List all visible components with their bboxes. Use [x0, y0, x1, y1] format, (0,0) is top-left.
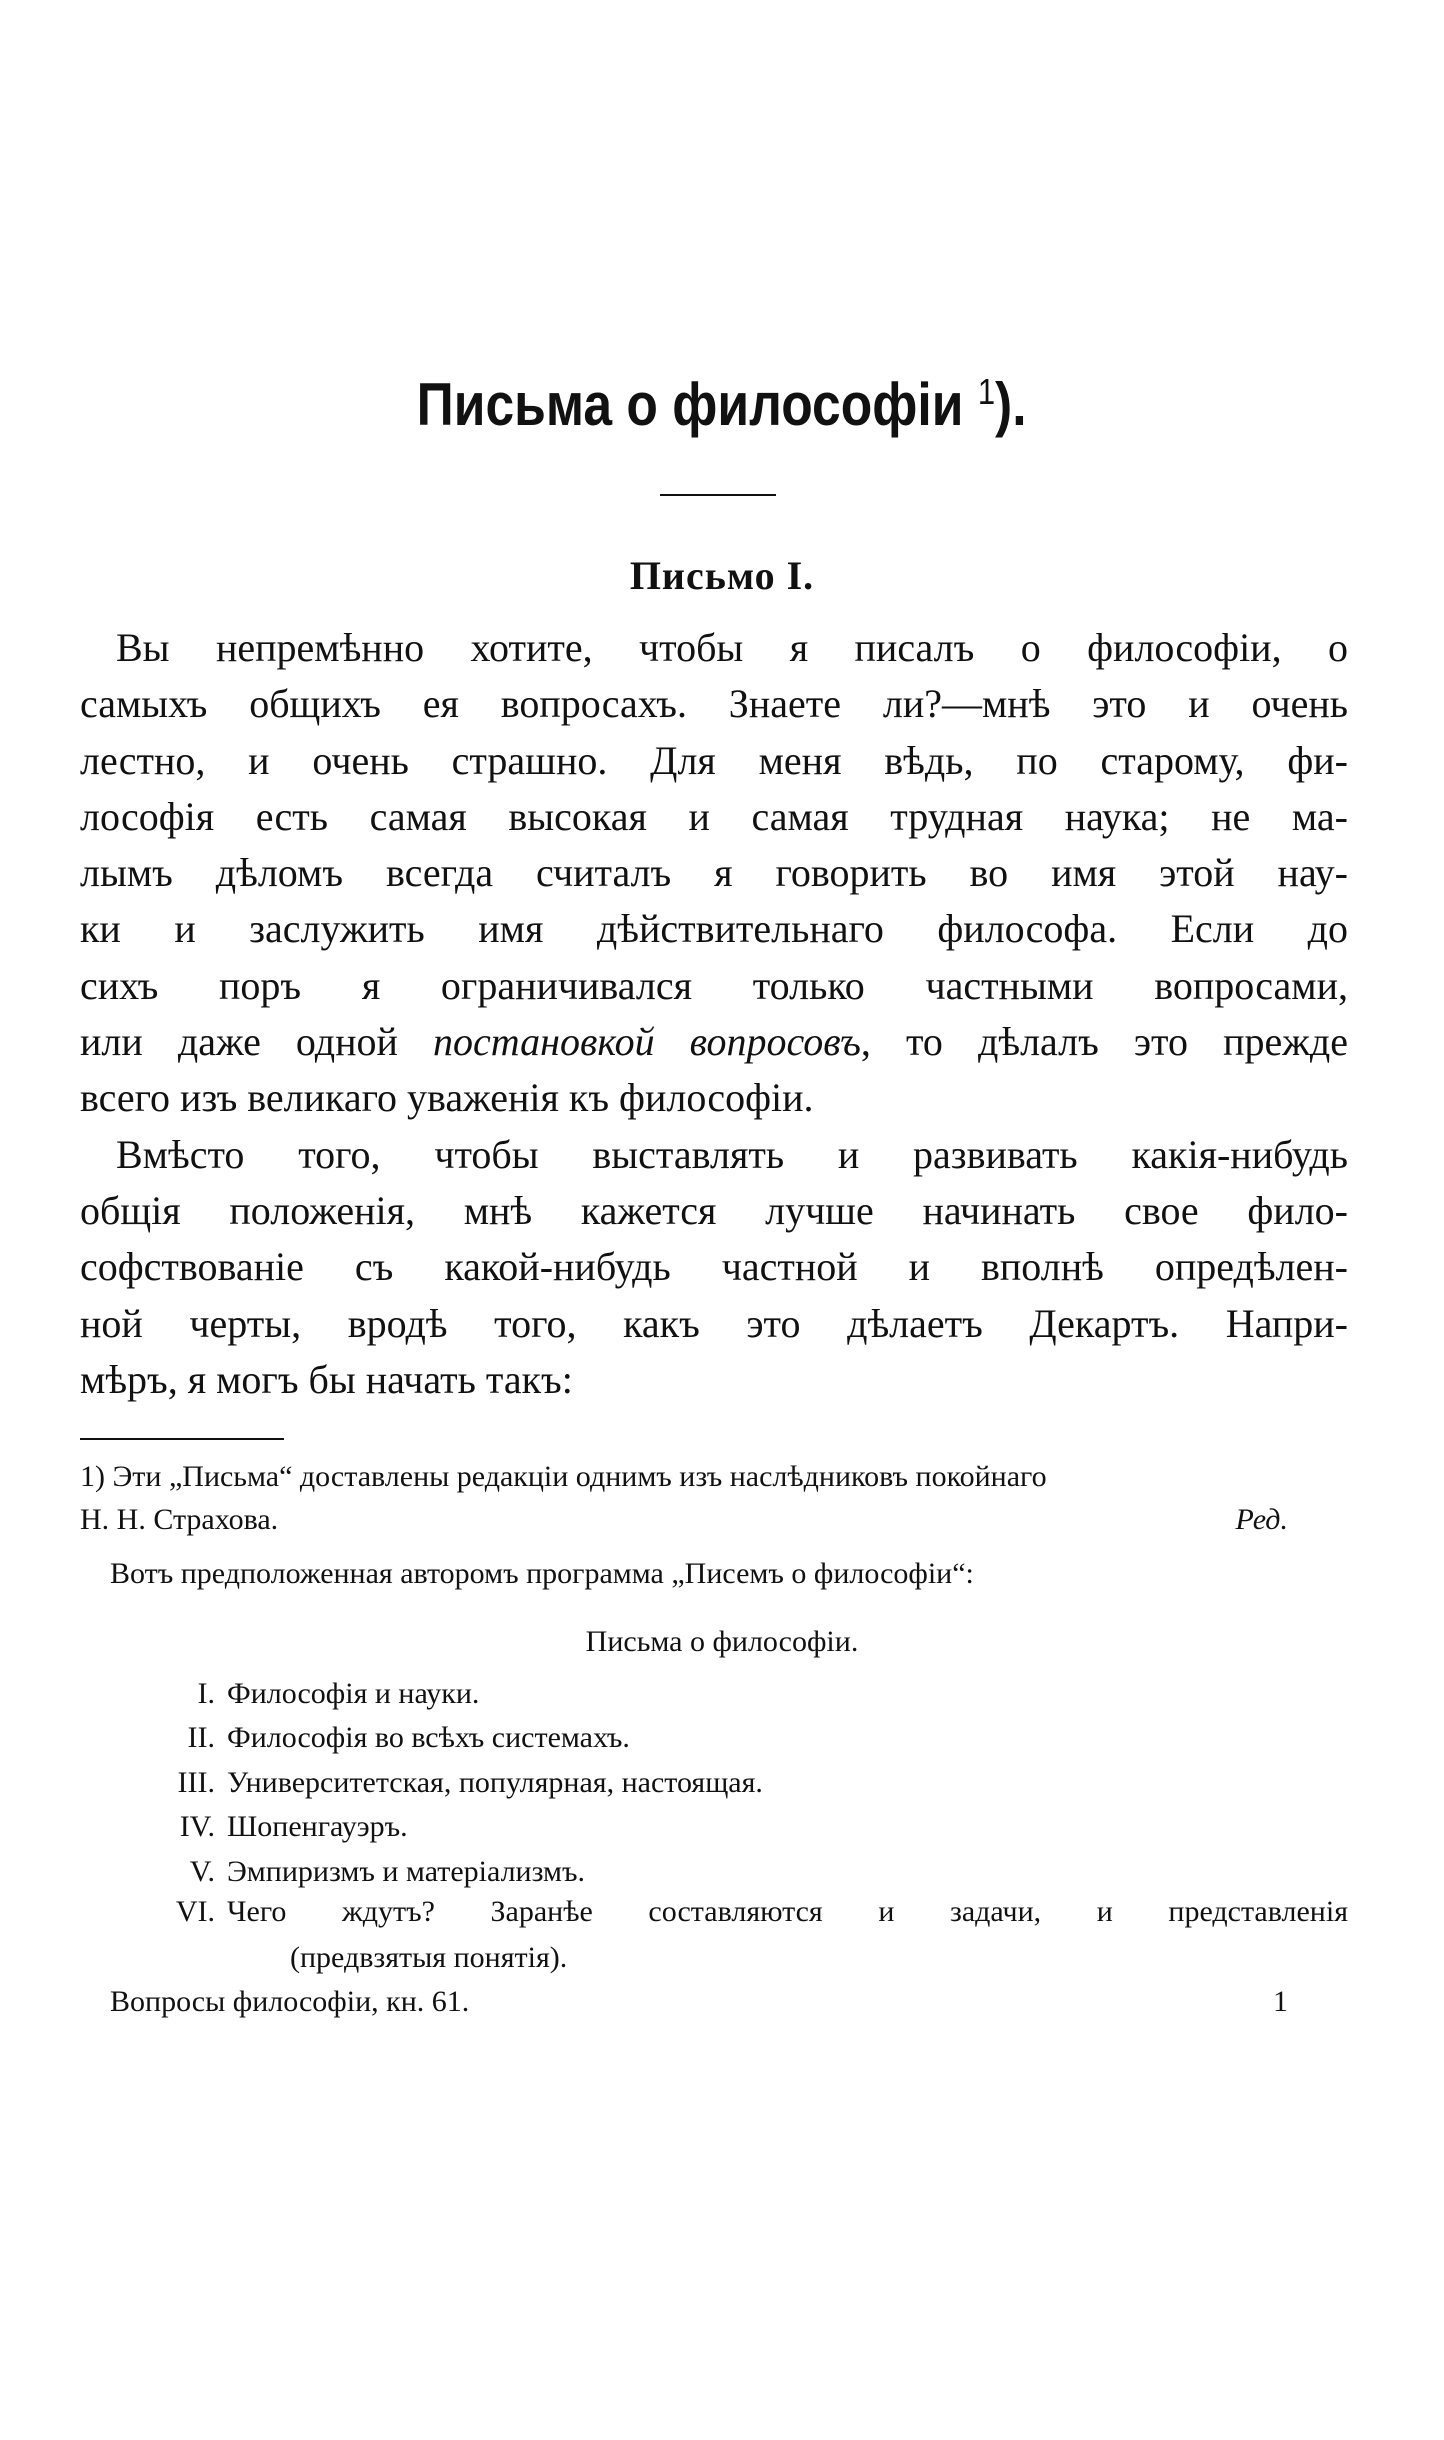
text-line: сихъ поръ я ограничивался только частными вопросами,: [80, 962, 1348, 1008]
title-divider: [660, 494, 776, 496]
page-title: [0, 370, 1444, 439]
editor-signature: Ред.: [1235, 1503, 1288, 1536]
text-span: или даже одной: [80, 1019, 434, 1065]
page-footer: [110, 1985, 1288, 2019]
text-line: Вмѣсто того, чтобы выставлять и развивать какія-нибудь: [116, 1131, 1348, 1177]
text-line: самыхъ общихъ ея вопросахъ. Знаете ли?—мнѣ это и очень: [80, 681, 1348, 727]
item-text: Философія и науки.: [227, 1677, 480, 1710]
item-text: Шопенгауэръ.: [227, 1810, 408, 1843]
item-number: I.: [197, 1677, 215, 1710]
text-line: мѣръ, я могъ бы начать такъ:: [80, 1356, 573, 1402]
text-line: ки и заслужить имя дѣйствительнаго философа. Если до: [80, 906, 1348, 952]
item-number: VI.: [175, 1895, 215, 1928]
text-line: софствованіе съ какой-нибудь частной и вполнѣ опредѣлен-: [80, 1244, 1348, 1290]
text-line: ной черты, вродѣ того, какъ это дѣлаетъ Декартъ. Напри-: [80, 1300, 1348, 1346]
item-text: Чего ждутъ? Заранѣе составляются и задачи, и представленія: [227, 1895, 1348, 1928]
text-line: лестно, и очень страшно. Для меня вѣдь, по старому, фи-: [80, 737, 1348, 783]
program-item: [0, 1677, 479, 1711]
text-span: , то дѣлалъ это прежде: [860, 1019, 1348, 1065]
item-number: V.: [189, 1855, 215, 1888]
letter-heading: Письмо I.: [629, 553, 815, 598]
item-text: Университетская, популярная, настоящая.: [227, 1766, 763, 1799]
journal-source: Вопросы философіи, кн. 61.: [110, 1985, 470, 2018]
program-item: [0, 1721, 630, 1755]
text-line: общія положенія, мнѣ кажется лучше начинать свое фило-: [80, 1187, 1348, 1233]
footnote-divider: [80, 1438, 284, 1440]
text-line: [80, 1014, 1348, 1070]
title-text: Письма о философіи: [417, 371, 964, 438]
text-line: лософія есть самая высокая и самая трудная наука; не ма-: [80, 793, 1348, 839]
main-text: [80, 620, 1348, 1408]
item-number: III.: [177, 1766, 215, 1799]
title-suffix: ).: [995, 371, 1027, 438]
footnote-line-2: [80, 1503, 1348, 1537]
page-number: 1: [1273, 1985, 1288, 2018]
footnote-line: 1) Эти „Письма“ доставлены редакціи однимъ изъ наслѣдниковъ покойнаго: [80, 1460, 1047, 1493]
footnote-ref: 1: [978, 371, 996, 412]
item-text: Эмпиризмъ и матеріализмъ.: [227, 1855, 586, 1888]
italic-text: постановкой вопросовъ: [433, 1019, 861, 1065]
program-item-continuation: (предвзятыя понятія).: [290, 1941, 568, 1974]
text-line: лымъ дѣломъ всегда считалъ я говорить во имя этой нау-: [80, 850, 1348, 896]
item-number: II.: [187, 1721, 215, 1754]
program-intro: Вотъ предположенная авторомъ программа „Писемъ о философіи“:: [110, 1557, 974, 1590]
program-item: [0, 1855, 585, 1889]
footnote-author: Н. Н. Страхова.: [80, 1503, 279, 1536]
item-number: IV.: [179, 1810, 215, 1843]
program-item: [0, 1766, 763, 1800]
program-item: [0, 1895, 1348, 1929]
program-title: Письма о философіи.: [585, 1625, 859, 1658]
item-text: Философія во всѣхъ системахъ.: [227, 1721, 630, 1754]
text-line: Вы непремѣнно хотите, чтобы я писалъ о философіи, о: [116, 625, 1348, 670]
text-line: всего изъ великаго уваженія къ философіи.: [80, 1075, 814, 1121]
program-item: [0, 1810, 408, 1844]
